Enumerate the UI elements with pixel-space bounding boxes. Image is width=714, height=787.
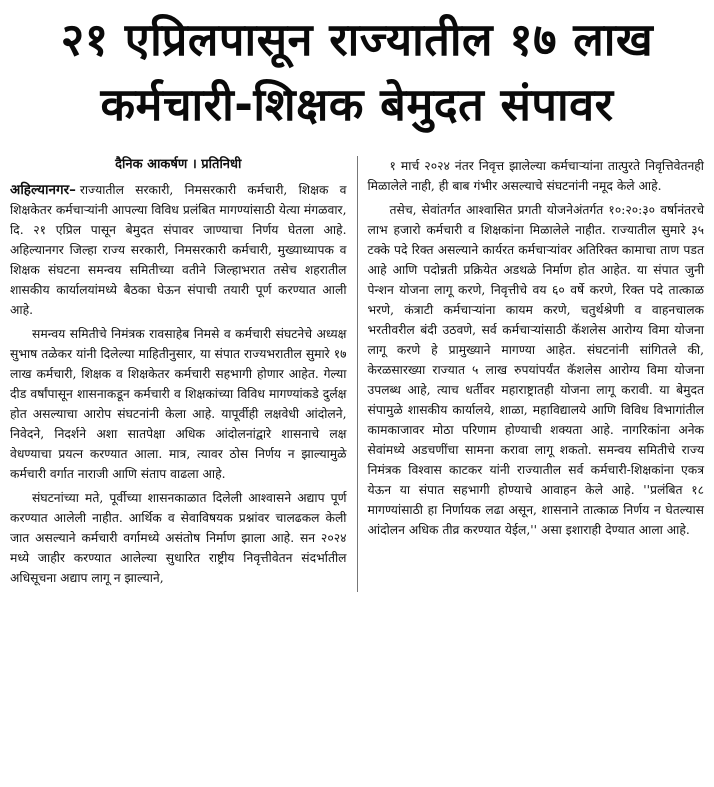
article-paragraph: समन्वय समितीचे निमंत्रक रावसाहेब निमसे व कर्मचारी संघटनेचे अध्यक्ष सुभाष तळेकर यांनी दिलेल्या माहितीनुसार, या संपात राज्यभरातील सुमारे १७ लाख कर्मचारी, शिक्षक व शिक्षकेतर कर्मचारी सहभागी होणार आहेत. गेल्या दीड वर्षांपासून शासनाकडून कर्मचारी व शिक्षकांच्या विविध मागण्यांकडे दुर्लक्ष होत असल्याचा आरोप संघटनांनी केला आहे. यापूर्वीही लक्षवेधी आंदोलने, निवेदने, निदर्शने अशा सातपेक्षा अधिक आंदोलनांद्वारे शासनाचे लक्ष वेधण्याचा प्रयत्न करण्यात आला. मात्र, त्यावर ठोस निर्णय न झाल्यामुळे कर्मचारी वर्गात नाराजी आणि संताप वाढला आहे. <box>10 327 347 481</box>
article-paragraph: संघटनांच्या मते, पूर्वीच्या शासनकाळात दिलेली आश्वासने अद्याप पूर्ण करण्यात आलेली नाहीत. आर्थिक व सेवाविषयक प्रश्नांवर चालढकल केली जात असल्याने कर्मचारी वर्गामध्ये असंतोष निर्माण झाला आहे. सन २०२४ मध्ये जाहीर करण्यात आलेल्या सुधारित राष्ट्रीय निवृत्तीवेतन संदर्भातील अधिसूचना अद्याप लागू न झाल्याने, <box>10 491 347 585</box>
headline-line-1: २१ एप्रिलपासून राज्यातील १७ लाख <box>60 13 654 66</box>
dateline: अहिल्यानगर– <box>10 182 76 198</box>
byline: दैनिक आकर्षण । प्रतिनिधी <box>115 157 242 172</box>
article-columns <box>10 156 704 592</box>
left-column <box>10 156 358 592</box>
article-paragraph: १ मार्च २०२४ नंतर निवृत्त झालेल्या कर्मचाऱ्यांना तात्पुरते निवृत्तिवेतनही मिळालेले नाही, ही बाब गंभीर असल्याचे संघटनांनी नमूद केले आहे. <box>367 159 704 193</box>
headline-line-2: कर्मचारी-शिक्षक बेमुदत संपावर <box>100 78 614 131</box>
article-paragraph <box>10 180 347 320</box>
right-column <box>368 156 705 592</box>
article-paragraph: तसेच, सेवांतर्गत आश्वासित प्रगती योजनेअंतर्गत १०:२०:३० वर्षानंतरचे लाभ हजारो कर्मचारी व शिक्षकांना मिळालेले नाहीत. राज्यातील सुमारे ३५ टक्के पदे रिक्त असल्याने कार्यरत कर्मचाऱ्यांवर अतिरिक्त कामाचा ताण पडत आहे आणि पदोन्नती प्रक्रियेत अडथळे निर्माण होत आहेत. या संपात जुनी पेन्शन योजना लागू करणे, निवृत्तीचे वय ६० वर्षे करणे, रिक्त पदे तात्काळ भरणे, कंत्राटी कर्मचाऱ्यांना कायम करणे, चतुर्थश्रेणी व वाहनचालक भरतीवरील बंदी उठवणे, सर्व कर्मचाऱ्यांसाठी कॅशलेस आरोग्य विमा योजना लागू करणे हे प्रामुख्याने मागण्या आहेत. संघटनांनी सांगितले की, केरळसारख्या राज्यात ५ लाख रुपयांपर्यंत कॅशलेस आरोग्य विमा योजना उपलब्ध आहे, त्याच धर्तीवर महाराष्ट्रातही योजना लागू करावी. या बेमुदत संपामुळे शासकीय कार्यालये, शाळा, महाविद्यालये आणि विविध विभागांतील कामकाजावर मोठा परिणाम होण्याची शक्यता आहे. नागरिकांना अनेक सेवांमध्ये अडचणींचा सामना करावा लागू शकतो. समन्वय समितीचे राज्य निमंत्रक विश्वास काटकर यांनी राज्यातील सर्व कर्मचारी-शिक्षकांना एकत्र येऊन या संपात सहभागी होण्याचे आवाहन केले आहे. ''प्रलंबित १८ मागण्यांसाठी हा निर्णायक लढा असून, शासनाने तात्काळ निर्णय न घेतल्यास आंदोलन अधिक तीव्र करण्यात येईल,'' असा इशाराही देण्यात आला आहे. <box>367 203 704 537</box>
headline <box>10 8 704 138</box>
paragraph-text: राज्यातील सरकारी, निमसरकारी कर्मचारी, शिक्षक व शिक्षकेतर कर्मचाऱ्यांनी आपल्या विविध प्रलंबित मागण्यांसाठी येत्या मंगळवार, दि. २१ एप्रिल पासून बेमुदत संपावर जाण्याचा निर्णय घेतला आहे. अहिल्यानगर जिल्हा राज्य सरकारी, निमसरकारी कर्मचारी, मुख्याध्यापक व शिक्षक संघटना समन्वय समितीच्या वतीने जिल्हाभरात तसेच शहरातील शासकीय कार्यालयांमध्ये बैठका घेऊन संपाची तयारी पूर्ण करण्यात आली आहे. <box>10 183 347 317</box>
